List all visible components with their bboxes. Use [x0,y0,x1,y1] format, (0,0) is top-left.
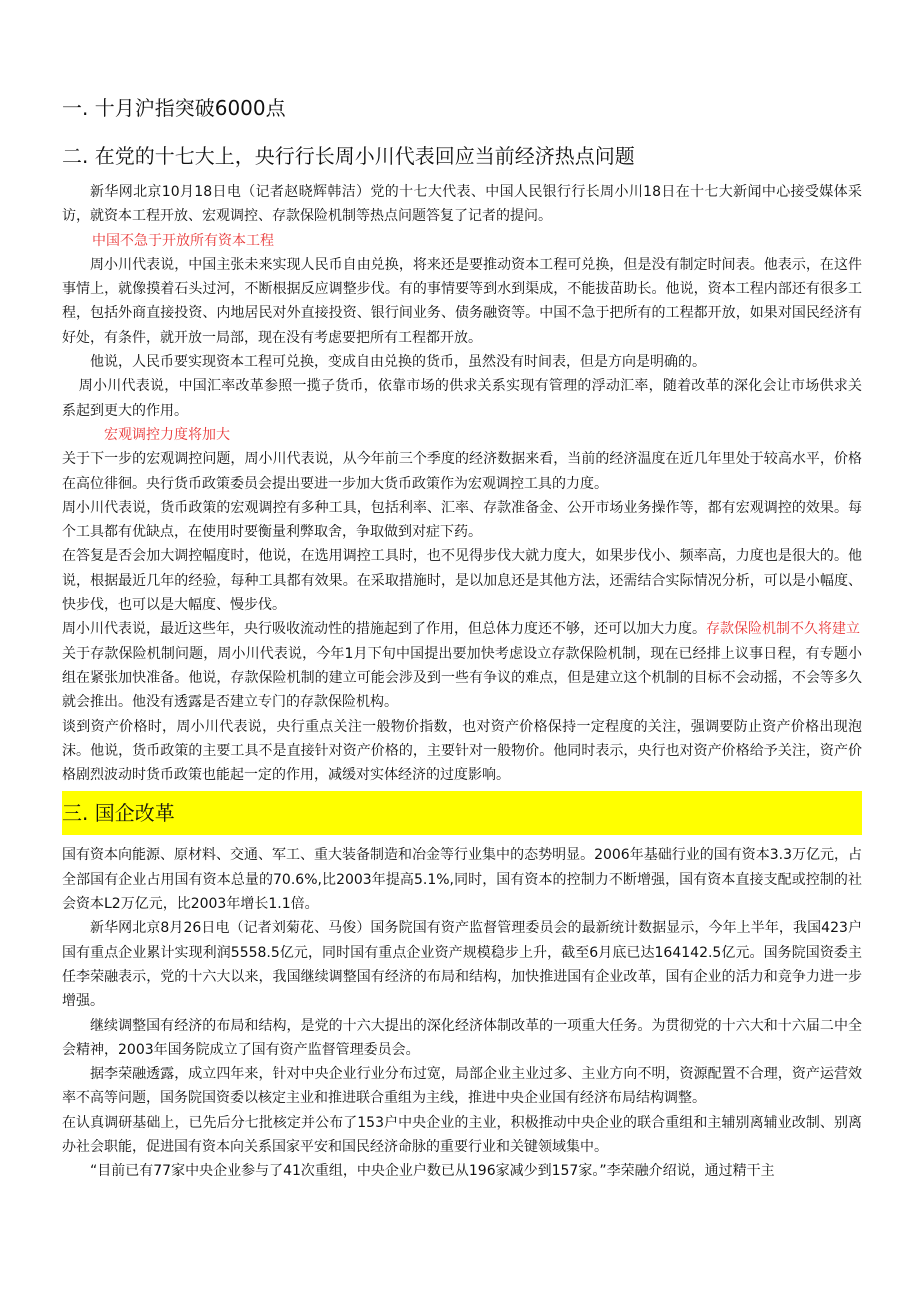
paragraph: 在答复是否会加大调控幅度时，他说，在选用调控工具时，也不见得步伐大就力度大，如果步伐小、频率高，力度也是很大的。他说，根据最近几年的经验，每种工具都有效果。在采取措施时，是以加息还是其他方法，还需结合实际情况分析，可以是小幅度、快步伐，也可以是大幅度、慢步伐。 [62,548,862,614]
paragraph: 他说，人民币要实现资本工程可兑换，变成自由兑换的货币，虽然没有时间表，但是方向是明确的。 [90,354,706,371]
paragraph: 继续调整国有经济的布局和结构，是党的十六大提出的深化经济体制改革的一项重大任务。为贯彻党的十六大和十六届二中全会精神，2003年国务院成立了国有资产监督管理委员会。 [62,1017,862,1058]
section-1-heading: 一. 十月沪指突破6000点 [62,96,286,120]
subheading-capital-projects: 中国不急于开放所有资本工程 [92,232,274,249]
paragraph: 关于下一步的宏观调控问题，周小川代表说，从今年前三个季度的经济数据来看，当前的经济温度在近几年里处于较高水平，价格在高位徘徊。央行货币政策委员会提出要进一步加大货币政策作为宏观调控工具的力度。 [62,451,862,492]
paragraph-text: 周小川代表说，最近这些年，央行吸收流动性的措施起到了作用，但总体力度还不够，还可以加大力度。 [62,621,706,638]
paragraph [62,617,862,641]
paragraph: 谈到资产价格时，周小川代表说，央行重点关注一般物价指数，也对资产价格保持一定程度的关注，强调要防止资产价格出现泡沫。他说，货币政策的主要工具不是直接针对资产价格的，主要针对一般物价。他同时表示，央行也对资产价格给予关注，资产价格剧烈波动时货币政策也能起一定的作用，减缓对实体经济的过度影响。 [62,718,862,784]
paragraph: 周小川代表说，货币政策的宏观调控有多种工具，包括利率、汇率、存款准备金、公开市场业务操作等，都有宏观调控的效果。每个工具都有优缺点，在使用时要衡量利弊取舍，争取做到对症下药。 [62,499,862,541]
paragraph: “目前已有77家中央企业参与了41次重组，中央企业户数已从196家减少到157家。”李荣融介绍说，通过精干主 [90,1163,775,1180]
section-2-heading: 二. 在党的十七大上，央行行长周小川代表回应当前经济热点问题 [62,144,635,168]
paragraph: 新华网北京8月26日电（记者刘菊花、马俊）国务院国有资产监督管理委员会的最新统计数据显示，今年上半年，我国423户国有重点企业累计实现利润5558.5亿元，同时国有重点企业资产规模稳步上升，截至6月底已达164142.5亿元。国务院国资委主任李荣融表示，党的十六大以来，我国继续调整国有经济的布局和结构，加快推进国有企业改革，国有企业的活力和竞争力进一步增强。 [62,920,862,1010]
subheading-macro-control: 宏观调控力度将加大 [104,426,230,443]
paragraph: 关于存款保险机制问题，周小川代表说，今年1月下旬中国提出要加快考虑设立存款保险机制，现在已经排上议事日程，有专题小组在紧张加快准备。他说，存款保险机制的建立可能会涉及到一些有争议的难点，但是建立这个机制的目标不会动摇，不会等多久就会推出。他没有透露是否建立专门的存款保险机构。 [62,645,862,711]
document-page [62,94,862,1184]
subheading-deposit-insurance: 存款保险机制不久将建立 [706,621,860,638]
paragraph: 周小川代表说，中国主张未来实现人民币自由兑换，将来还是要推动资本工程可兑换，但是没有制定时间表。他表示，在这件事情上，就像摸着石头过河，不断根据反应调整步伐。有的事情要等到水到渠成，不能拔苗助长。他说，资本工程内部还有很多工程，包括外商直接投资、内地居民对外直接投资、银行间业务、债务融资等。中国不急于把所有的工程都开放，如果对国民经济有好处，有条件，就开放一局部，现在没有考虑要把所有工程都开放。 [62,256,862,346]
paragraph: 据李荣融透露，成立四年来，针对中央企业行业分布过宽，局部企业主业过多、主业方向不明，资源配置不合理，资产运营效率不高等问题，国务院国资委以核定主业和推进联合重组为主线，推进中央企业国有经济布局结构调整。 [62,1066,862,1107]
section-3-heading: 三. 国企改革 [62,791,862,835]
paragraph: 周小川代表说，中国汇率改革参照一揽子货币，依靠市场的供求关系实现有管理的浮动汇率，随着改革的深化会让市场供求关系起到更大的作用。 [62,378,862,419]
section-2-intro: 新华网北京10月18日电（记者赵晓辉韩洁）党的十七大代表、中国人民银行行长周小川18日在十七大新闻中心接受媒体采访，就资本工程开放、宏观调控、存款保险机制等热点问题答复了记者的提问。 [62,184,862,225]
paragraph: 国有资本向能源、原材料、交通、军工、重大装备制造和冶金等行业集中的态势明显。2006年基础行业的国有资本3.3万亿元，占全部国有企业占用国有资本总量的70.6%,比2003年提高5.1%,同时，国有资本的控制力不断增强，国有资本直接支配或控制的社会资本L2万亿元，比2003年增长1.1倍。 [62,847,862,913]
paragraph: 在认真调研基础上，已先后分七批核定并公布了153户中央企业的主业，积极推动中央企业的联合重组和主辅别离辅业改制、别离办社会职能，促进国有资本向关系国家平安和国民经济命脉的重要行业和关键领域集中。 [62,1114,862,1155]
